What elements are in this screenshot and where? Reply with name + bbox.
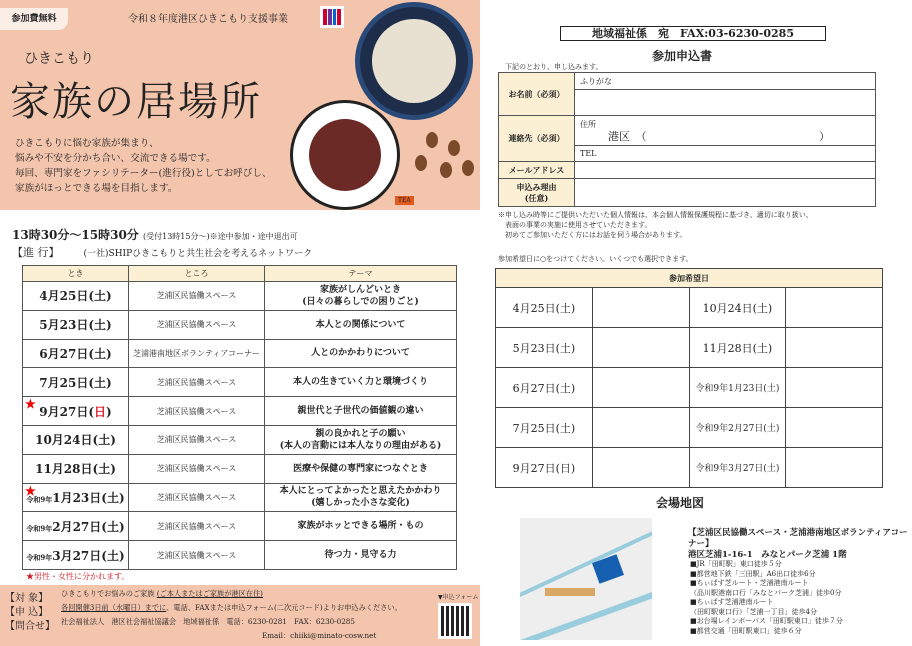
contact-email[interactable]: Email：chiiki@minato-cosw.net (262, 631, 377, 640)
date-text: 3月27日( (52, 548, 107, 563)
date-option (689, 328, 786, 368)
qr-code[interactable] (438, 603, 472, 639)
date-row (496, 288, 883, 328)
date-label: 5月23日(土) (512, 341, 576, 355)
date-label: 令和9年1月23日(土) (695, 384, 780, 394)
tel-field[interactable]: TEL (575, 146, 876, 162)
date-label: 9月27日(日) (512, 461, 576, 475)
session-place: 芝浦区民協働スペース (129, 310, 265, 339)
session-place: 芝浦区民協働スペース (129, 368, 265, 397)
session-date (23, 339, 129, 368)
session-date (23, 368, 129, 397)
info-footer (0, 585, 480, 646)
form-title: 参加申込書 (652, 49, 713, 63)
date-check-cell[interactable] (592, 408, 689, 448)
apply-text: 、電話、FAXまたは申込フォーム(二次元コード)よりお申込みください。 (166, 603, 402, 612)
date-check-cell[interactable] (786, 328, 883, 368)
access-item: ■JR「田町駅」東口徒歩５分 (690, 560, 782, 568)
session-place: 芝浦港南地区ボランティアコーナー (129, 339, 265, 368)
description-line: 悩みや不安を分かち合い、交流できる場です。 (15, 153, 216, 164)
session-date (23, 310, 129, 339)
theme-text: 家族がホッとできる場所・もの (297, 521, 424, 532)
venue-address: 港区芝浦1-16-1 みなとパーク芝浦 1階 (688, 550, 847, 560)
year-prefix: 令和9年 (26, 523, 53, 533)
description-line: 毎回、専門家をファシリテーター(進行役)としてお呼びし、 (15, 168, 272, 179)
schedule-row (23, 282, 457, 311)
coffee-bean-icon (448, 140, 460, 156)
privacy-line: 初めてご参加いただく方にはお話を伺う場合があります。 (498, 231, 687, 239)
day-of-week: 土 (94, 289, 107, 304)
description-line: 家族がほっとできる場を目指します。 (15, 183, 178, 194)
date-option (496, 368, 593, 408)
date-label: 10月24日(土) (702, 301, 773, 315)
date-text: 9月27日( (39, 404, 95, 419)
schedule-row (23, 512, 457, 541)
page-title: 家族の居場所 (10, 79, 262, 125)
date-check-cell[interactable] (592, 328, 689, 368)
address-field[interactable] (575, 116, 876, 146)
coffee-bean-icon (440, 162, 452, 178)
name-field[interactable] (575, 90, 876, 116)
time-main: 13時30分～15時30分 (12, 228, 139, 242)
schedule-table (22, 265, 457, 570)
description (15, 136, 272, 196)
target-text: ひきこもりでお悩みのご家族 (61, 589, 155, 598)
date-option (689, 288, 786, 328)
date-text: 4月25日( (39, 289, 95, 304)
session-date (23, 512, 129, 541)
email-field[interactable] (575, 162, 876, 179)
privacy-line: ※申し込み時等にご提供いただいた個人情報は、本会個人情報保護規程に基づき、適切に取り扱い、 (498, 211, 813, 219)
ward-text: 港区 （ (608, 129, 647, 143)
paren: ) (106, 346, 112, 361)
date-label: 令和9年2月27日(土) (695, 424, 780, 434)
day-of-week: 土 (94, 346, 107, 361)
theme-text: 本人の生きていく力と環境づくり (292, 377, 428, 388)
date-option (496, 288, 593, 328)
access-item: ■都営地下鉄「三田駅」A6出口徒歩6分 (690, 569, 816, 578)
coffee-bean-icon (426, 132, 438, 148)
qr-label: ▼申込フォーム (438, 594, 479, 601)
session-place: 芝浦区民協働スペース (129, 454, 265, 483)
date-row (496, 448, 883, 488)
reason-label (499, 179, 575, 207)
session-date (23, 425, 129, 454)
star-icon: ★ (25, 483, 36, 498)
session-theme (265, 282, 457, 311)
session-theme (265, 310, 457, 339)
paren: ) (106, 404, 112, 419)
date-check-cell[interactable] (592, 368, 689, 408)
date-check-cell[interactable] (786, 368, 883, 408)
address-label: 住所 (580, 119, 596, 129)
privacy-note (498, 210, 813, 240)
date-row (496, 408, 883, 448)
date-text: 10月24日( (35, 433, 99, 448)
reason-optional: (任意) (524, 192, 549, 203)
day-of-week: 土 (94, 318, 107, 333)
schedule-row (23, 483, 457, 512)
date-row (496, 328, 883, 368)
facilitator-value: (一社)SHIPひきこもりと共生社会を考えるネットワーク (83, 249, 313, 259)
year-prefix: 令和9年 (26, 552, 53, 562)
date-option (496, 448, 593, 488)
access-item: ■ちぃばす芝浦港南ルート (690, 598, 774, 606)
date-text: 6月27日( (39, 346, 95, 361)
theme-subtext: (本人の言動には本人なりの理由がある) (279, 440, 442, 451)
session-place: 芝浦区民協働スペース (129, 541, 265, 570)
theme-text: 人とのかかわりについて (311, 348, 410, 359)
application-form (498, 72, 876, 207)
session-date (23, 397, 129, 426)
session-place: 芝浦区民協働スペース (129, 397, 265, 426)
facilitator-label: 【進 行】 (12, 246, 60, 259)
date-label: 7月25日(土) (512, 421, 576, 435)
paren: ) (118, 548, 125, 563)
access-list (690, 560, 843, 636)
day-of-week: 土 (106, 490, 119, 505)
preferred-dates-table (495, 268, 883, 488)
schedule-row (23, 425, 457, 454)
access-item: ■都営交通「田町駅東口」徒歩６分 (690, 626, 802, 635)
form-intro: 下記のとおり、申し込みます。 (505, 63, 603, 71)
paren: ) (106, 318, 112, 333)
schedule-row (23, 454, 457, 483)
tea-cup-illustration (290, 100, 400, 210)
date-label: 4月25日(土) (512, 301, 576, 315)
session-place: 芝浦区民協働スペース (129, 483, 265, 512)
session-theme (265, 425, 457, 454)
date-text: 5月23日( (39, 318, 95, 333)
subtitle: ひきこもり (24, 51, 94, 67)
theme-text: 本人との関係について (315, 319, 406, 330)
paren: ) (110, 433, 116, 448)
theme-text: 医療や保健の専門家につなぐとき (293, 463, 428, 474)
theme-text: 親の良かれと子の願い (315, 428, 406, 439)
day-of-week: 土 (98, 462, 111, 477)
header-theme: テーマ (265, 266, 457, 282)
access-item: ■お台場レインボーバス「田町駅東口」徒歩７分 (690, 617, 843, 625)
access-item: （田町駅東口行）「芝浦一丁目」徒歩4分 (690, 607, 817, 616)
schedule-row (23, 310, 457, 339)
session-place: 芝浦区民協働スペース (129, 282, 265, 311)
session-place: 芝浦区民協働スペース (129, 425, 265, 454)
time-note: (受付13時15分～)※途中参加・途中退出可 (143, 232, 298, 241)
theme-subtext: (嬉しかった小さな変化) (311, 498, 410, 509)
day-of-week: 土 (98, 433, 111, 448)
session-theme (265, 541, 457, 570)
coffee-bean-icon (462, 160, 474, 176)
date-check-cell[interactable] (592, 448, 689, 488)
paren: ) (118, 519, 125, 534)
contact-label: 連絡先（必須） (499, 116, 575, 162)
theme-text: 家族がしんどいとき (319, 284, 401, 295)
date-check-cell[interactable] (592, 288, 689, 328)
theme-text: 待つ力・見守る力 (324, 550, 397, 561)
session-place: 芝浦区民協働スペース (129, 512, 265, 541)
session-theme (265, 397, 457, 426)
session-date (23, 282, 129, 311)
target-residency: (ご本人またはご家族が港区在住) (156, 589, 263, 598)
session-date (23, 541, 129, 570)
session-date (23, 483, 129, 512)
target-label: 【対 象】 (5, 593, 49, 604)
session-theme (265, 339, 457, 368)
venue-name: 【芝浦区民協働スペース・芝浦港南地区ボランティアコーナー】 (688, 528, 908, 549)
project-name: 令和８年度港区ひきこもり支援事業 (128, 14, 288, 25)
date-check-cell[interactable] (786, 408, 883, 448)
date-option (496, 408, 593, 448)
tea-tag: TEA (395, 196, 414, 205)
description-line: ひきこもりに悩む家族が集まり、 (15, 138, 159, 149)
date-check-cell[interactable] (786, 288, 883, 328)
star-note: ★男性・女性に分かれます。 (26, 572, 130, 581)
map-title: 会場地図 (656, 496, 705, 510)
coffee-bean-icon (415, 155, 427, 171)
date-option (689, 368, 786, 408)
schedule-row (23, 541, 457, 570)
apply-deadline: 各回開催3日前（水曜日）までに (61, 603, 167, 612)
schedule-row (23, 397, 457, 426)
theme-subtext: (日々の暮らしでの困りごと) (302, 296, 419, 307)
date-text: 7月25日( (39, 375, 95, 390)
venue-info (688, 528, 912, 561)
paren: ) (106, 375, 112, 390)
choose-instructions: 参加希望日に○をつけてください。いくつでも選択できます。 (498, 255, 693, 263)
date-label: 6月27日(土) (512, 381, 576, 395)
coffee-cup-illustration (355, 2, 473, 120)
contact-label: 【問合せ】 (5, 621, 55, 632)
session-date (23, 454, 129, 483)
day-of-week: 土 (106, 519, 119, 534)
paren: ) (106, 289, 112, 304)
date-check-cell[interactable] (786, 448, 883, 488)
header-place: ところ (129, 266, 265, 282)
paren: ) (110, 462, 116, 477)
session-theme (265, 368, 457, 397)
date-label: 11月28日(土) (702, 341, 773, 355)
apply-label: 【申 込】 (5, 607, 49, 618)
date-label: 令和9年3月27日(土) (695, 464, 780, 474)
reason-label-text: 申込み理由 (516, 181, 557, 192)
date-option (689, 448, 786, 488)
reason-field[interactable] (575, 179, 876, 207)
header-date: とき (23, 266, 129, 282)
schedule-row (23, 339, 457, 368)
access-item: （品川駅港南口行「みなとパーク芝浦」徒歩0分 (690, 588, 842, 597)
theme-text: 親世代と子世代の価値観の違い (297, 406, 424, 417)
fax-header: 地域福祉係 宛 FAX:03-6230-0285 (560, 26, 826, 41)
star-icon: ★ (25, 397, 36, 412)
day-of-week: 土 (106, 548, 119, 563)
theme-text: 本人にとってよかったと思えたかかわり (279, 486, 442, 497)
date-text: 2月27日( (52, 519, 107, 534)
session-theme (265, 454, 457, 483)
venue-map (520, 518, 652, 640)
date-option (689, 408, 786, 448)
access-item: ■ちぃばす芝ルート・芝浦港南ルート (690, 579, 809, 587)
date-text: 11月28日( (35, 462, 99, 477)
date-text: 1月23日( (52, 490, 107, 505)
free-badge: 参加費無料 (0, 8, 68, 30)
paren: ) (118, 490, 125, 505)
date-option (496, 328, 593, 368)
time (12, 226, 298, 243)
year-prefix: 令和9年 (26, 494, 53, 504)
email-label: メールアドレス (499, 162, 575, 179)
contact-text: 社会福祉法人 港区社会福祉協議会 地域福祉係 電話：6230-0281 FAX：6230-0285 (61, 617, 355, 626)
facilitator (12, 244, 312, 260)
session-theme (265, 512, 457, 541)
date-row (496, 368, 883, 408)
schedule-row (23, 368, 457, 397)
furigana-field[interactable]: ふりがな (575, 73, 876, 90)
session-theme (265, 483, 457, 512)
privacy-line: 表面の事業の実施に使用させていただきます。 (498, 221, 652, 229)
dates-header: 参加希望日 (496, 269, 883, 288)
name-label: お名前（必須） (499, 73, 575, 116)
day-of-week: 土 (94, 375, 107, 390)
day-of-week: 日 (94, 404, 107, 419)
ward-close: ） (819, 129, 830, 143)
organization-logo (320, 6, 344, 28)
